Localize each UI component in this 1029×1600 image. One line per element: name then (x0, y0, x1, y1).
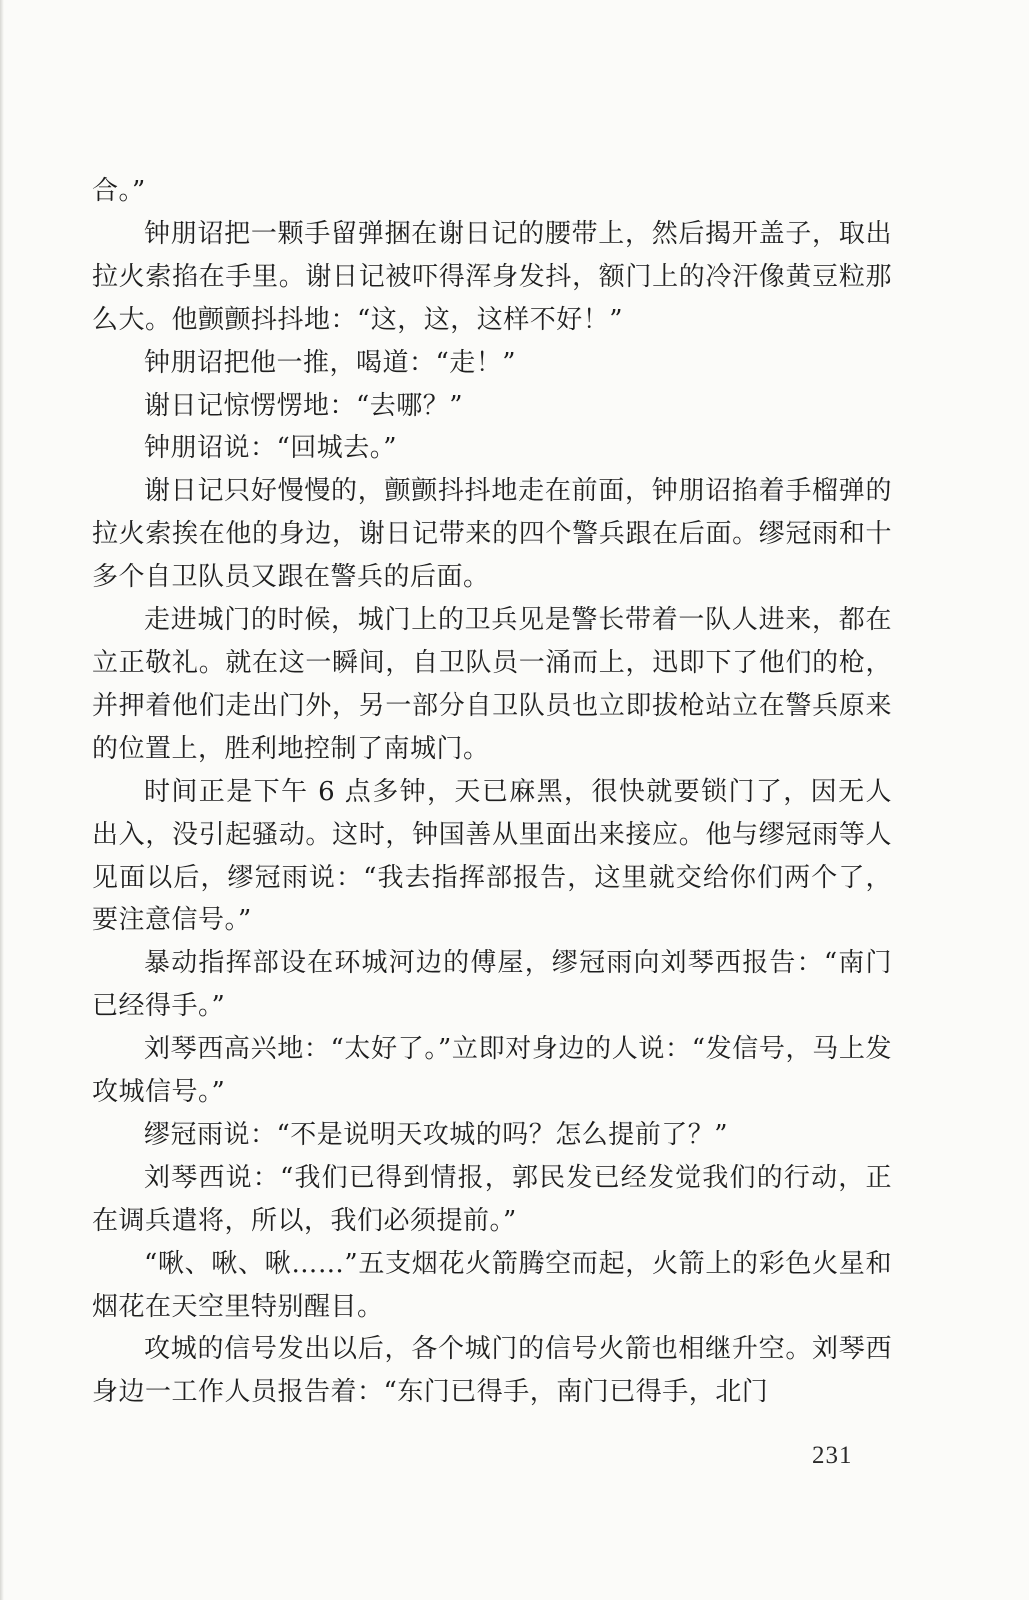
paragraph: 钟朋诏把一颗手留弹捆在谢日记的腰带上，然后揭开盖子，取出拉火索掐在手里。谢日记被吓得浑身发抖，额门上的冷汗像黄豆粒那么大。他颤颤抖抖地：“这，这，这样不好！” (92, 218, 892, 335)
body-text (92, 170, 892, 1414)
paragraph: 时间正是下午 6 点多钟，天已麻黑，很快就要锁门了，因无人出入，没引起骚动。这时，钟国善从里面出来接应。他与缪冠雨等人见面以后，缪冠雨说：“我去指挥部报告，这里就交给你们两个了，要注意信号。” (92, 776, 892, 936)
paragraph: 走进城门的时候，城门上的卫兵见是警长带着一队人进来，都在立正敬礼。就在这一瞬间，自卫队员一涌而上，迅即下了他们的枪，并押着他们走出门外，另一部分自卫队员也立即拔枪站立在警兵原来的位置上，胜利地控制了南城门。 (92, 605, 892, 764)
page-number: 231 (812, 1442, 853, 1469)
paragraph: 攻城的信号发出以后，各个城门的信号火箭也相继升空。刘琴西身边一工作人员报告着：“东门已得手，南门已得手，北门 (92, 1334, 892, 1408)
page-edge-shadow (0, 0, 4, 1600)
paragraph: 刘琴西高兴地：“太好了。”立即对身边的人说：“发信号，马上发攻城信号。” (92, 1034, 892, 1108)
paragraph: 谢日记只好慢慢的，颤颤抖抖地走在前面，钟朋诏掐着手榴弹的拉火索挨在他的身边，谢日记带来的四个警兵跟在后面。缪冠雨和十多个自卫队员又跟在警兵的后面。 (92, 476, 892, 593)
paragraph: 刘琴西说：“我们已得到情报，郭民发已经发觉我们的行动，正在调兵遣将，所以，我们必须提前。” (92, 1162, 892, 1236)
paragraph: 钟朋诏说：“回城去。” (144, 433, 398, 464)
paragraph: 谢日记惊愣愣地：“去哪？” (144, 390, 464, 421)
paragraph: 钟朋诏把他一推，喝道：“走！” (144, 347, 517, 378)
paragraph: 合。” (92, 176, 146, 206)
paragraph: “啾、啾、啾……”五支烟花火箭腾空而起，火箭上的彩色火星和烟花在天空里特别醒目。 (92, 1248, 892, 1322)
paragraph: 缪冠雨说：“不是说明天攻城的吗？怎么提前了？” (144, 1119, 729, 1150)
paragraph: 暴动指挥部设在环城河边的傅屋，缪冠雨向刘琴西报告：“南门已经得手。” (92, 948, 892, 1022)
